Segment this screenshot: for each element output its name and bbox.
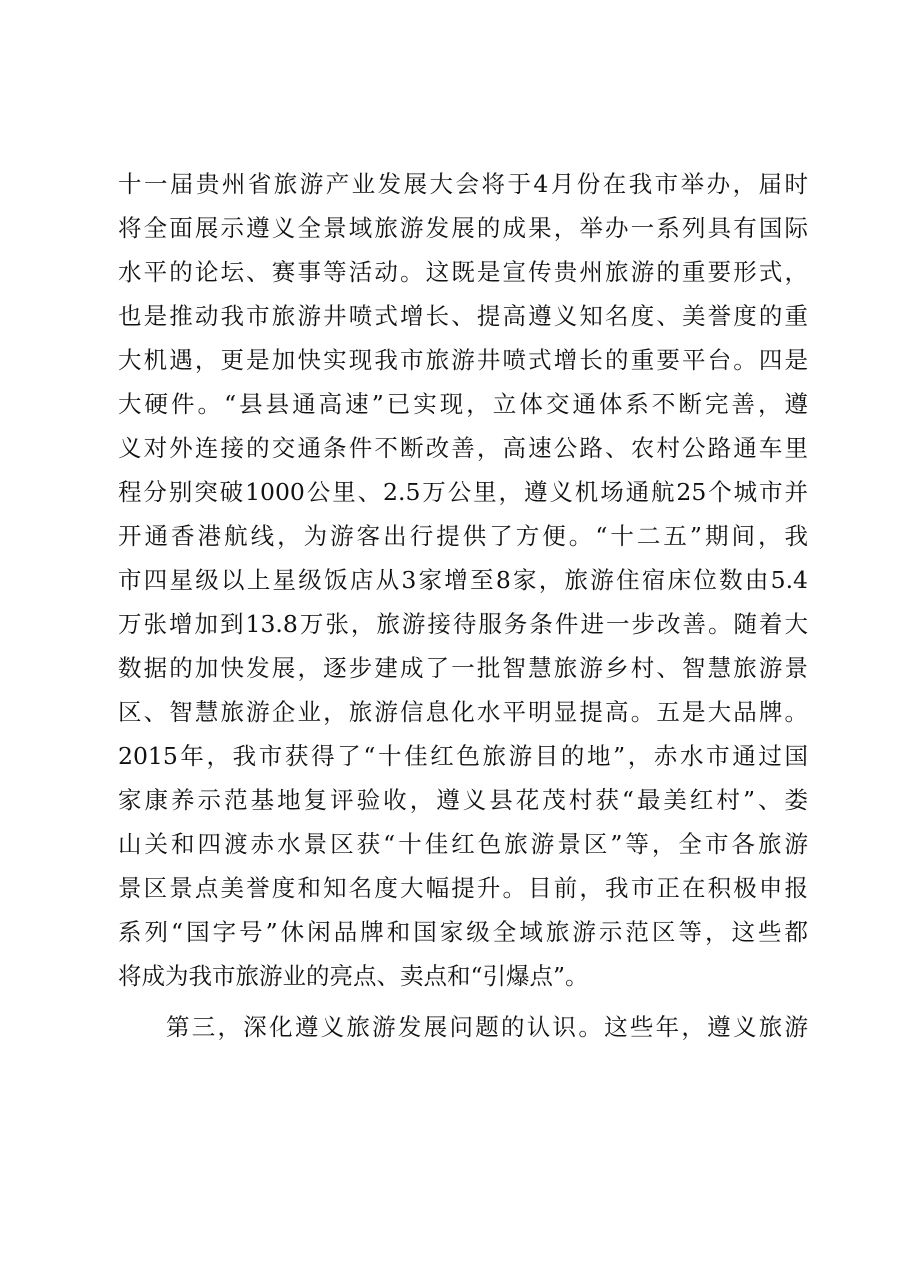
text-line: 市四星级以上星级饭店从3家增至8家，旅游住宿床位数由5.4: [118, 566, 808, 594]
body-text: [118, 162, 808, 1049]
text-line: 大机遇，更是加快实现我市旅游井喷式增长的重要平台。四是: [118, 346, 808, 374]
text-line: 大硬件。“县县通高速”已实现，立体交通体系不断完善，遵: [118, 390, 808, 418]
text-line: 系列“国字号”休闲品牌和国家级全域旅游示范区等，这些都: [118, 918, 808, 946]
text-line: 将成为我市旅游业的亮点、卖点和“引爆点”。: [118, 962, 589, 990]
paragraph-gap: [118, 998, 808, 1005]
text-line: 义对外连接的交通条件不断改善，高速公路、农村公路通车里: [118, 434, 808, 462]
text-line: 山关和四渡赤水景区获“十佳红色旅游景区”等，全市各旅游: [118, 830, 808, 858]
text-line: 将全面展示遵义全景域旅游发展的成果，举办一系列具有国际: [118, 214, 808, 242]
text-line: 数据的加快发展，逐步建成了一批智慧旅游乡村、智慧旅游景: [118, 654, 808, 682]
text-line: 万张增加到13.8万张，旅游接待服务条件进一步改善。随着大: [118, 610, 808, 638]
text-line: 景区景点美誉度和知名度大幅提升。目前，我市正在积极申报: [118, 874, 808, 902]
text-line: 也是推动我市旅游井喷式增长、提高遵义知名度、美誉度的重: [118, 302, 808, 330]
text-line: 第三，深化遵义旅游发展问题的认识。这些年，遵义旅游: [166, 1013, 808, 1041]
text-line: 区、智慧旅游企业，旅游信息化水平明显提高。五是大品牌。: [118, 698, 808, 726]
text-line: 2015年，我市获得了“十佳红色旅游目的地”，赤水市通过国: [118, 742, 808, 770]
text-line: 十一届贵州省旅游产业发展大会将于4月份在我市举办，届时: [118, 170, 808, 198]
text-line: 开通香港航线，为游客出行提供了方便。“十二五”期间，我: [118, 522, 808, 550]
text-line: 水平的论坛、赛事等活动。这既是宣传贵州旅游的重要形式，: [118, 258, 808, 286]
text-line: 程分别突破1000公里、2.5万公里，遵义机场通航25个城市并: [118, 478, 808, 506]
paragraph: [118, 1005, 808, 1049]
text-line: 家康养示范基地复评验收，遵义县花茂村获“最美红村”、娄: [118, 786, 808, 814]
paragraph: [118, 162, 808, 998]
